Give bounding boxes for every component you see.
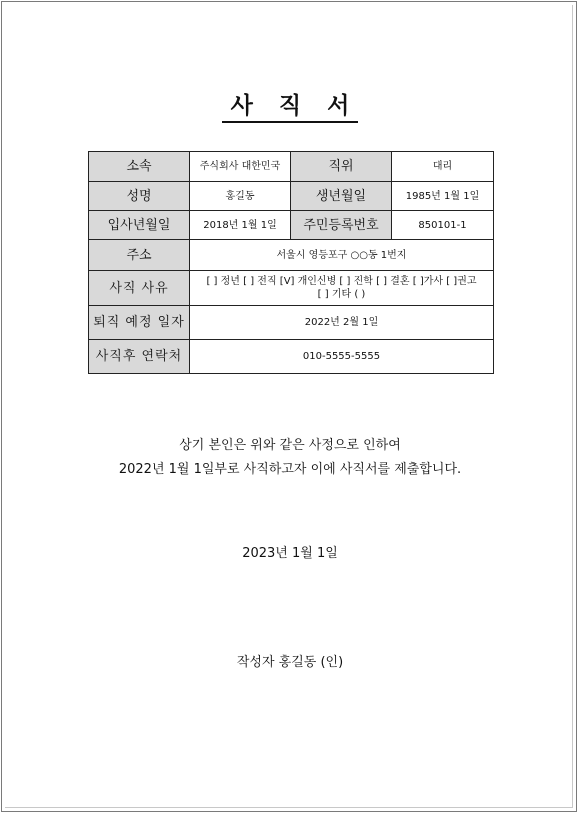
reason-options-line1: [ ] 정년 [ ] 전직 [V] 개인신병 [ ] 진학 [ ] 결혼 [ ]가사 [ ]권고: [206, 276, 477, 287]
reason-label: 사직 사유: [89, 271, 190, 306]
document-date: 2023년 1월 1일: [242, 546, 338, 561]
table-row: [89, 306, 494, 340]
rrn-label: 주민등록번호: [291, 211, 392, 240]
statement-line-1: 상기 본인은 위와 같은 사정으로 인하여: [179, 438, 401, 453]
reason-options-line2: [ ] 기타 ( ): [317, 289, 366, 300]
contact-label: 사직후 연락처: [89, 340, 190, 374]
name-label: 성명: [89, 182, 190, 211]
position-value[interactable]: 대리: [392, 152, 494, 182]
contact-value[interactable]: 010-5555-5555: [190, 340, 494, 374]
statement-line-2: 2022년 1월 1일부로 사직하고자 이에 사직서를 제출합니다.: [118, 462, 462, 477]
document-title-block: [0, 92, 580, 123]
signer-line: 작성자 홍길동 (인): [236, 655, 344, 670]
table-row: [89, 152, 494, 182]
join-date-value[interactable]: 2018년 1월 1일: [190, 211, 291, 240]
reason-value[interactable]: [190, 271, 494, 306]
affiliation-label: 소속: [89, 152, 190, 182]
table-row: [89, 271, 494, 306]
resignation-form-table: [88, 151, 494, 374]
birth-label: 생년월일: [291, 182, 392, 211]
document-title: 사 직 서: [222, 92, 359, 123]
table-row: [89, 340, 494, 374]
statement-paragraph: [0, 434, 580, 482]
position-label: 직위: [291, 152, 392, 182]
leave-date-value[interactable]: 2022년 2월 1일: [190, 306, 494, 340]
rrn-value[interactable]: 850101-1: [392, 211, 494, 240]
name-value[interactable]: 홍길동: [190, 182, 291, 211]
table-row: [89, 211, 494, 240]
birth-value[interactable]: 1985년 1월 1일: [392, 182, 494, 211]
affiliation-value[interactable]: 주식회사 대한민국: [190, 152, 291, 182]
address-value[interactable]: 서울시 영등포구 ○○동 1번지: [190, 240, 494, 271]
page-shadow: [5, 5, 573, 808]
table-row: [89, 240, 494, 271]
leave-date-label: 퇴직 예정 일자: [89, 306, 190, 340]
address-label: 주소: [89, 240, 190, 271]
join-date-label: 입사년월일: [89, 211, 190, 240]
table-row: [89, 182, 494, 211]
